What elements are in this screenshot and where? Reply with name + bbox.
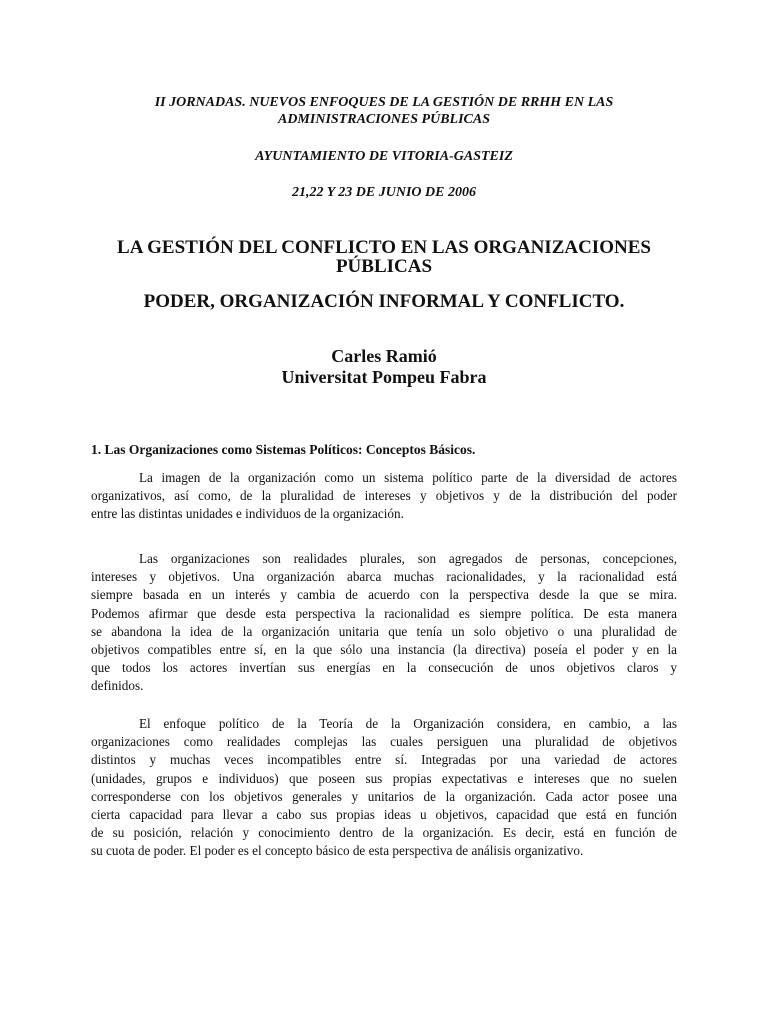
section-heading: 1. Las Organizaciones como Sistemas Políticos: Conceptos Básicos. [91, 442, 476, 457]
paragraph-line: entre las distintas unidades e individuos de la organización. [91, 506, 404, 522]
conference-venue: AYUNTAMIENTO DE VITORIA-GASTEIZ [255, 149, 513, 164]
paragraph-line: intereses y objetivos. Una organización abarca muchas racionalidades, y la racionalidad está [91, 569, 677, 585]
paragraph-line: corresponderse con los objetivos generales y unitarios de la organización. Cada actor posee una [91, 788, 677, 804]
document-title-line-2: PÚBLICAS [335, 256, 433, 277]
paragraph-line: Las organizaciones son realidades plurales, son agregados de personas, concepciones, [139, 551, 677, 566]
paragraph-line: siempre basada en un interés y cambia de acuerdo con la perspectiva desde la que se mira. [91, 587, 677, 603]
paragraph-line: distintos y muchas veces incompatibles entre sí. Integradas por una variedad de actores [91, 752, 677, 768]
paragraph-line: organizativos, así como, de la pluralidad de intereses y objetivos y de la distribución del poder [91, 488, 677, 504]
paragraph-2 [91, 550, 677, 696]
paragraph-line: (unidades, grupos e individuos) que poseen sus propias expectativas e intereses que no suelen [91, 770, 677, 786]
document-title [60, 238, 708, 276]
paragraph-line: organizaciones como realidades complejas las cuales persiguen una pluralidad de objetivos [91, 734, 677, 750]
paragraph-line: cierta capacidad para llevar a cabo sus propias ideas u objetivos, capacidad que está en función [91, 806, 677, 822]
paragraph-line: Podemos afirmar que desde esta perspectiva la racionalidad es siempre política. De esta manera [91, 605, 677, 621]
paragraph-1 [91, 469, 677, 524]
paragraph-line: La imagen de la organización como un sistema político parte de la diversidad de actores [139, 470, 677, 485]
author-block [60, 346, 708, 388]
paragraph-3 [91, 715, 677, 861]
paragraph-line: su cuota de poder. El poder es el concepto básico de esta perspectiva de análisis organizativo. [91, 843, 584, 859]
paragraph-line: que todos los actores invertían sus energías en la consecución de unos objetivos claros y [91, 660, 677, 676]
author-name: Carles Ramió [331, 346, 437, 366]
author-affiliation: Universitat Pompeu Fabra [281, 367, 487, 387]
document-subtitle: PODER, ORGANIZACIÓN INFORMAL Y CONFLICTO. [143, 291, 625, 312]
paragraph-line: se abandona la idea de la organización unitaria que tenía un solo objetivo o una pluralidad de [91, 623, 677, 639]
document-title-line-1: LA GESTIÓN DEL CONFLICTO EN LAS ORGANIZACIONES [117, 237, 651, 258]
conference-dates: 21,22 Y 23 DE JUNIO DE 2006 [292, 185, 476, 200]
conference-title-line-2: ADMINISTRACIONES PÚBLICAS [277, 112, 490, 127]
paragraph-line: El enfoque político de la Teoría de la Organización considera, en cambio, a las [139, 716, 677, 731]
paragraph-line: definidos. [91, 678, 144, 694]
conference-title [60, 94, 708, 128]
paragraph-line: de su posición, relación y conocimiento dentro de la organización. Es decir, está en función de [91, 825, 677, 841]
conference-title-line-1: II JORNADAS. NUEVOS ENFOQUES DE LA GESTIÓN DE RRHH EN LAS [154, 95, 614, 110]
paragraph-line: objetivos compatibles entre sí, en la que sólo una instancia (la directiva) poseía el poder y en la [91, 641, 677, 657]
